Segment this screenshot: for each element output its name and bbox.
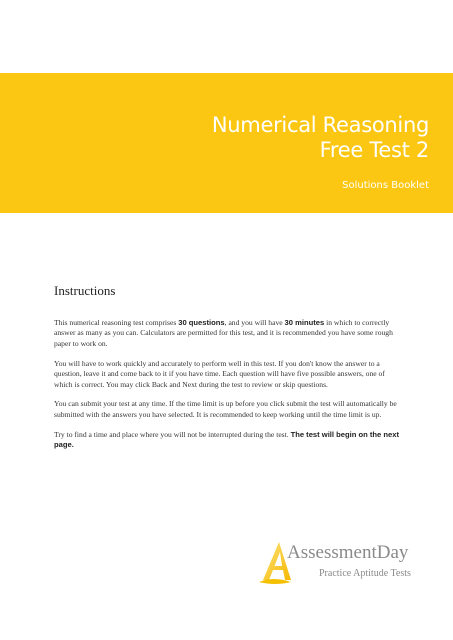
document-subtitle: Solutions Booklet — [342, 180, 429, 191]
p4-text-a: Try to find a time and place where you will not be interrupted during the test. — [54, 429, 291, 439]
p1-bold-questions: 30 questions — [178, 318, 225, 327]
p1-text-c: , and you will have — [224, 318, 285, 327]
p4-bold-begin: The test will begin on the next page. — [54, 429, 399, 450]
logo-name: AssessmentDay — [287, 542, 409, 563]
p1-bold-minutes: 30 minutes — [284, 318, 325, 327]
instructions-heading: Instructions — [54, 283, 116, 298]
instructions-paragraph-4 — [54, 430, 404, 451]
title-line-2: Free Test 2 — [319, 138, 429, 162]
p1-text-a: This numerical reasoning test comprises — [54, 318, 179, 327]
title-line-1: Numerical Reasoning — [211, 113, 429, 137]
p1-text-e: in which to correctly answer as many as you can. Calculators are permitted for this test, and it is recommended you have some rough paper to work on. — [54, 318, 393, 348]
title-banner — [0, 73, 453, 213]
instructions-paragraph-1 — [54, 318, 404, 349]
document-title — [212, 113, 429, 163]
instructions-paragraph-3: You can submit your test at any time. If the time limit is up before you click submit the test will automatically be submitted with the answers you have selected. It is recommended to keep working until the time limit is up. — [54, 399, 397, 419]
assessmentday-logo — [257, 540, 437, 590]
instructions-paragraph-2: You will have to work quickly and accurately to perform well in this test. If you don't know the answer to a question, leave it and come back to it if you have time. Each question will have five possible answers, one of which is correct. You may click Back and Next during the test to review or skip questions. — [54, 358, 385, 389]
instructions-body — [54, 318, 404, 460]
logo-tagline: Practice Aptitude Tests — [319, 568, 411, 579]
